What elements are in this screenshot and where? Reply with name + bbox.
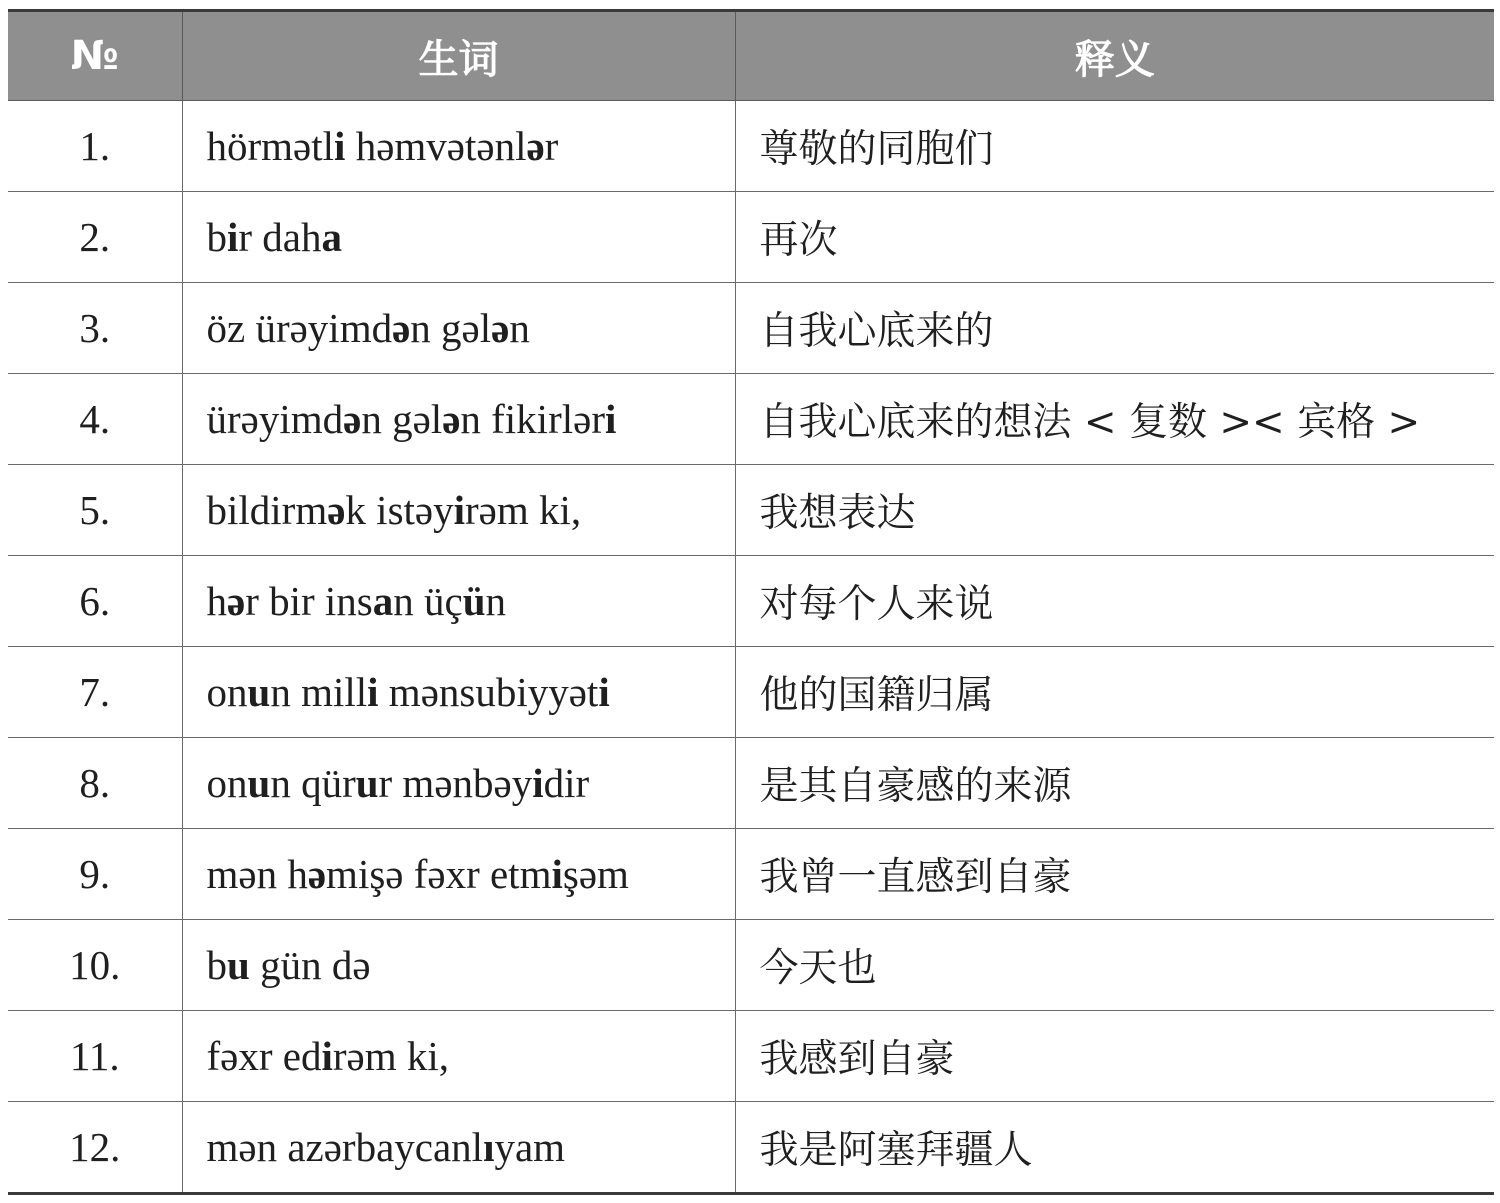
word-text: onun milli mənsubiyyəti bbox=[206, 669, 610, 715]
row-number: 10. bbox=[8, 920, 182, 1011]
word-text: hörmətli həmvətənlər bbox=[206, 123, 559, 169]
row-number: 5. bbox=[8, 465, 182, 556]
vocabulary-table bbox=[8, 9, 1494, 1195]
row-number: 7. bbox=[8, 647, 182, 738]
row-word bbox=[182, 647, 735, 738]
row-meaning: 我感到自豪 bbox=[735, 1011, 1494, 1102]
word-text: onun qürur mənbəyidir bbox=[206, 760, 590, 806]
word-text: ürəyimdən gələn fikirləri bbox=[206, 396, 617, 442]
table-row bbox=[8, 920, 1494, 1011]
header-number: № bbox=[8, 11, 182, 101]
row-number: 2. bbox=[8, 192, 182, 283]
table-row bbox=[8, 101, 1494, 192]
row-meaning: 我是阿塞拜疆人 bbox=[735, 1102, 1494, 1194]
row-meaning: 自我心底来的 bbox=[735, 283, 1494, 374]
row-meaning: 自我心底来的想法 < 复数 >< 宾格 > bbox=[735, 374, 1494, 465]
word-text: hər bir insan üçün bbox=[206, 578, 507, 624]
row-word bbox=[182, 101, 735, 192]
row-word bbox=[182, 556, 735, 647]
row-meaning: 再次 bbox=[735, 192, 1494, 283]
header-row bbox=[8, 11, 1494, 101]
row-number: 1. bbox=[79, 123, 111, 169]
table-header bbox=[8, 11, 1494, 101]
table-row bbox=[8, 374, 1494, 465]
row-meaning: 他的国籍归属 bbox=[735, 647, 1494, 738]
row-number: 12. bbox=[8, 1102, 182, 1194]
row-meaning: 是其自豪感的来源 bbox=[735, 738, 1494, 829]
table-row bbox=[8, 192, 1494, 283]
row-meaning: 我想表达 bbox=[735, 465, 1494, 556]
table-row bbox=[8, 829, 1494, 920]
word-text: bir daha bbox=[206, 214, 343, 260]
row-number: 8. bbox=[8, 738, 182, 829]
row-meaning: 今天也 bbox=[735, 920, 1494, 1011]
table-row bbox=[8, 1102, 1494, 1194]
table-body bbox=[8, 101, 1494, 1194]
word-text: öz ürəyimdən gələn bbox=[206, 305, 530, 351]
table-row bbox=[8, 738, 1494, 829]
word-text: bu gün də bbox=[206, 942, 371, 988]
row-number: 4. bbox=[8, 374, 182, 465]
table-row bbox=[8, 1011, 1494, 1102]
table-row bbox=[8, 283, 1494, 374]
row-word bbox=[182, 1102, 735, 1194]
row-number: 3. bbox=[8, 283, 182, 374]
header-word: 生词 bbox=[182, 11, 735, 101]
row-word bbox=[182, 738, 735, 829]
row-word bbox=[182, 1011, 735, 1102]
row-number: 9. bbox=[8, 829, 182, 920]
header-meaning: 释义 bbox=[735, 11, 1494, 101]
row-word bbox=[182, 920, 735, 1011]
table-row bbox=[8, 647, 1494, 738]
row-meaning: 我曾一直感到自豪 bbox=[735, 829, 1494, 920]
word-text: fəxr edirəm ki, bbox=[206, 1033, 449, 1079]
row-meaning: 对每个人来说 bbox=[735, 556, 1494, 647]
row-meaning: 尊敬的同胞们 bbox=[735, 101, 1494, 192]
table-row bbox=[8, 465, 1494, 556]
row-word bbox=[182, 374, 735, 465]
word-text: mən azərbaycanlıyam bbox=[206, 1124, 566, 1170]
word-text: mən həmişə fəxr etmişəm bbox=[206, 851, 629, 897]
row-number: 6. bbox=[8, 556, 182, 647]
row-word bbox=[182, 465, 735, 556]
row-number: 11. bbox=[8, 1011, 182, 1102]
row-word bbox=[182, 829, 735, 920]
word-text: bildirmək istəyirəm ki, bbox=[206, 487, 582, 533]
table-row bbox=[8, 556, 1494, 647]
row-word bbox=[182, 283, 735, 374]
row-word bbox=[182, 192, 735, 283]
